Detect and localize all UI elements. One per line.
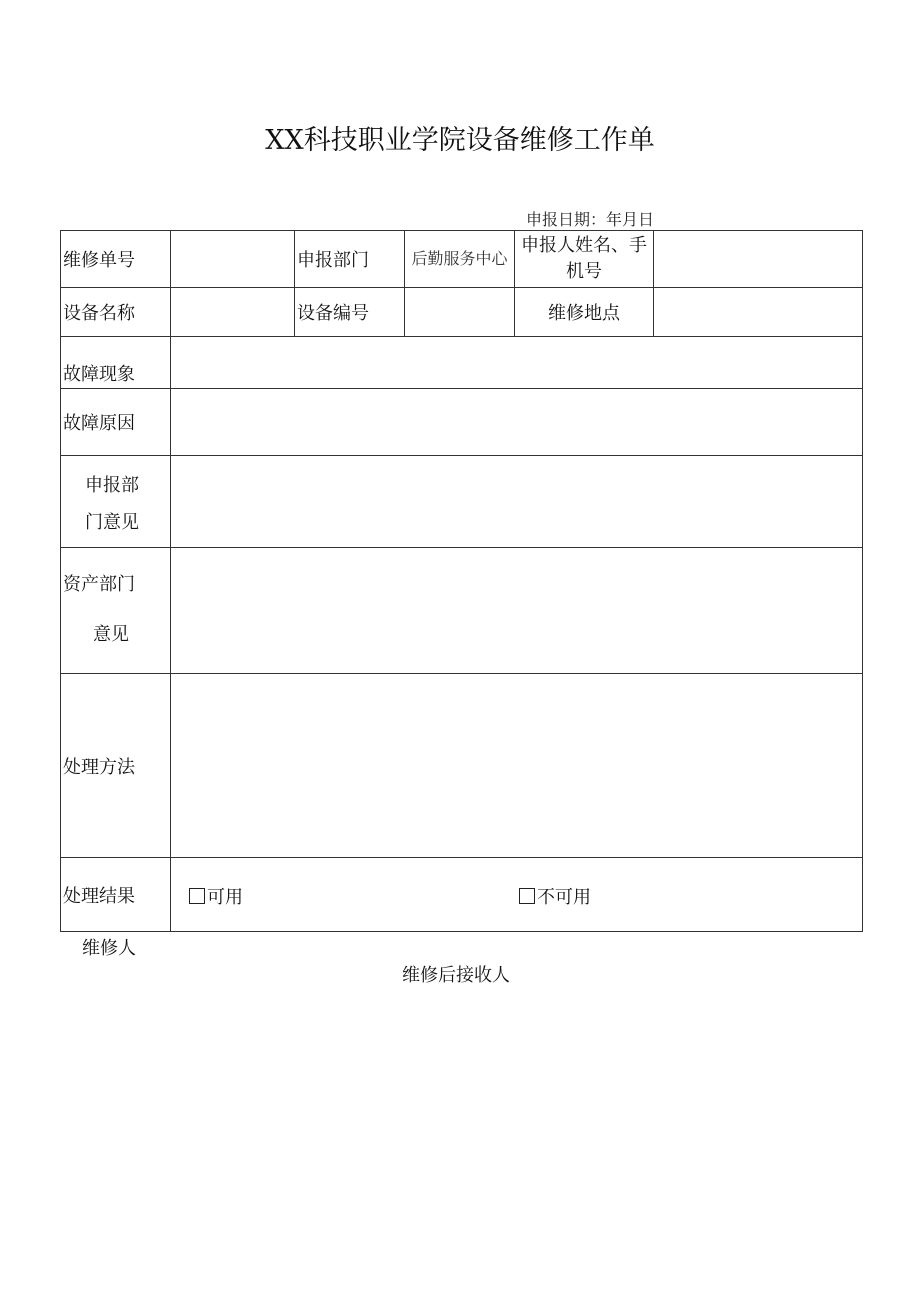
- fault-cause-label: 故障原因: [61, 389, 171, 456]
- report-date: 申报日期：年月日: [526, 210, 655, 229]
- row-fault-cause: [61, 389, 863, 456]
- dept-opinion-label: [61, 456, 171, 548]
- row-dept-opinion: [61, 456, 863, 548]
- row-fault-symptom: [61, 337, 863, 389]
- page-title: XX科技职业学院设备维修工作单: [265, 125, 655, 156]
- checkbox-usable-icon[interactable]: [189, 888, 205, 904]
- receiver-signature-label: 维修后接收人: [402, 965, 510, 986]
- row-repair-info: [61, 231, 863, 288]
- row-method: [61, 674, 863, 858]
- report-dept-label: 申报部门: [295, 231, 405, 288]
- reporter-label: 申报人姓名、手机号: [515, 231, 654, 288]
- option-usable-label: 可用: [207, 887, 243, 908]
- option-unusable-label: 不可用: [537, 887, 591, 908]
- asset-opinion-field[interactable]: [171, 548, 863, 674]
- fault-cause-field[interactable]: [171, 389, 863, 456]
- asset-opinion-label-line2: 意见: [93, 624, 129, 645]
- repair-form-table: [60, 230, 863, 932]
- row-result: [61, 858, 863, 932]
- location-field[interactable]: [654, 288, 863, 337]
- asset-opinion-label-line1: 资产部门: [63, 574, 135, 595]
- equipment-name-field[interactable]: [171, 288, 295, 337]
- result-label: 处理结果: [61, 858, 171, 932]
- report-dept-value[interactable]: [405, 231, 515, 288]
- asset-opinion-label: [61, 548, 171, 674]
- equipment-name-label: 设备名称: [61, 288, 171, 337]
- equipment-no-label: 设备编号: [295, 288, 405, 337]
- row-equipment-info: [61, 288, 863, 337]
- fault-symptom-label: 故障现象: [61, 337, 171, 389]
- dept-opinion-field[interactable]: [171, 456, 863, 548]
- option-unusable[interactable]: [519, 883, 591, 909]
- dept-opinion-label-line2: 门意见: [85, 512, 139, 533]
- row-asset-opinion: [61, 548, 863, 674]
- location-label: 维修地点: [515, 288, 654, 337]
- report-dept-text: 后勤服务中心: [411, 249, 508, 268]
- fault-symptom-field[interactable]: [171, 337, 863, 389]
- repair-no-label: 维修单号: [61, 231, 171, 288]
- repair-no-field[interactable]: [171, 231, 295, 288]
- dept-opinion-label-line1: 申报部: [85, 475, 139, 496]
- option-usable[interactable]: [189, 883, 243, 909]
- result-options: [171, 858, 863, 932]
- checkbox-unusable-icon[interactable]: [519, 888, 535, 904]
- method-label: 处理方法: [61, 674, 171, 858]
- repairer-signature-label: 维修人: [82, 938, 136, 959]
- method-field[interactable]: [171, 674, 863, 858]
- equipment-no-field[interactable]: [405, 288, 515, 337]
- reporter-field[interactable]: [654, 231, 863, 288]
